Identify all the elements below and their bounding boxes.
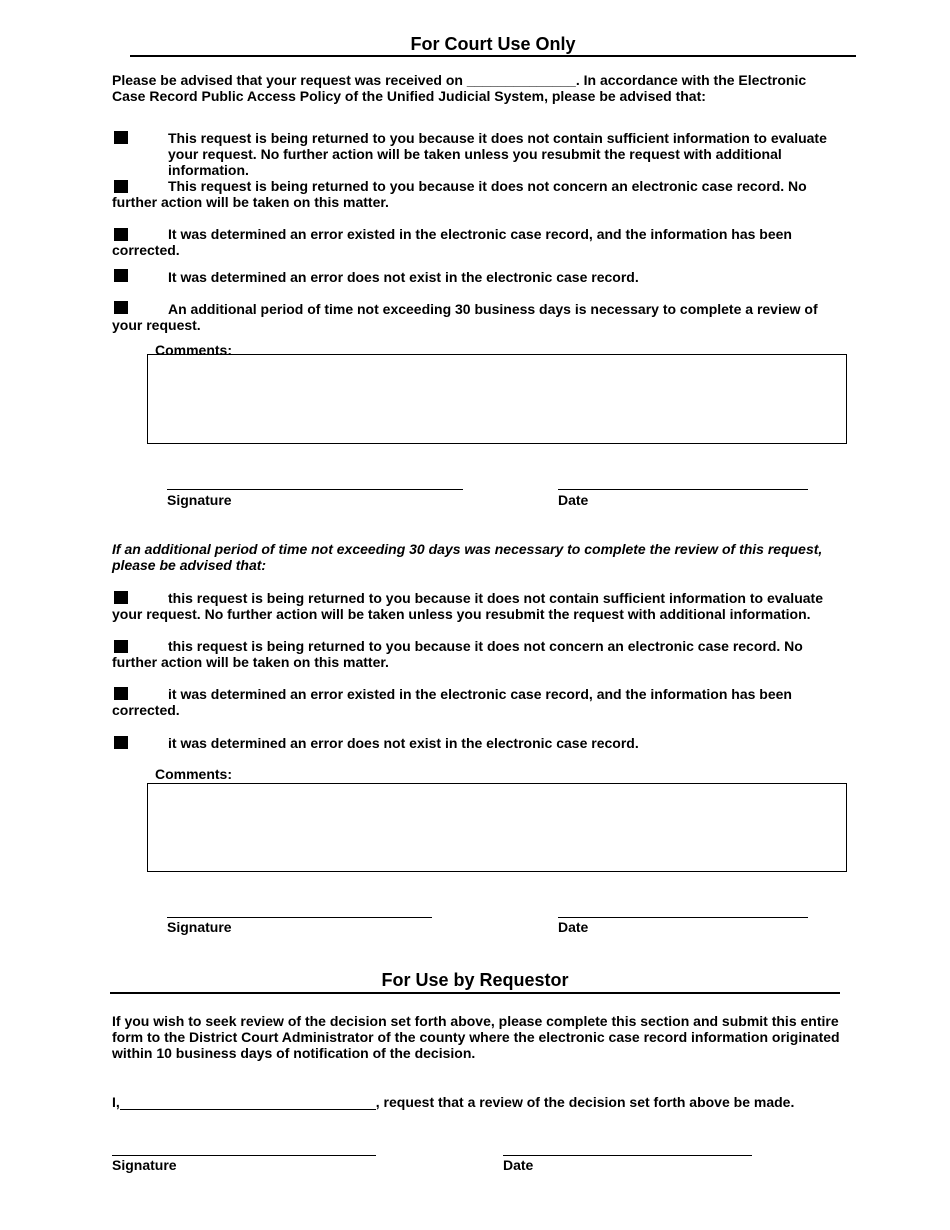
option-not-case-record-2-text: this request is being returned to you because it does not concern an electronic case record. No further action will be taken on this matter.: [112, 638, 803, 670]
option-additional-time: [112, 301, 842, 333]
comments-label-2: Comments:: [155, 766, 233, 782]
date-label-1: Date: [558, 492, 589, 508]
option-no-error: [112, 269, 842, 285]
comments-box-1[interactable]: [147, 354, 847, 444]
received-notice-before: Please be advised that your request was received on: [112, 72, 463, 88]
option-error-corrected: [112, 226, 842, 258]
requestor-title-underline: [110, 992, 840, 994]
additional-period-intro: If an additional period of time not exceeding 30 days was necessary to complete the review of this request, please be advised that:: [112, 541, 823, 573]
option-error-corrected-2: [112, 686, 842, 718]
date-label-3: Date: [503, 1157, 534, 1173]
option-no-error-text: It was determined an error does not exist in the electronic case record.: [168, 269, 639, 285]
date-line-2[interactable]: [558, 917, 808, 918]
option-not-case-record-2: [112, 638, 842, 670]
signature-line-3[interactable]: [112, 1155, 376, 1156]
date-line-1[interactable]: [558, 489, 808, 490]
comments-label-1: Comments:: [155, 342, 233, 358]
date-label-2: Date: [558, 919, 589, 935]
option-insufficient-info-2-text: this request is being returned to you because it does not contain sufficient information to evaluate your request. No further action will be taken unless you resubmit the request with additional information.: [112, 590, 823, 622]
option-additional-time-text: An additional period of time not exceeding 30 business days is necessary to complete a review of your request.: [112, 301, 818, 333]
comments-box-2[interactable]: [147, 783, 847, 872]
option-not-case-record-text: This request is being returned to you because it does not concern an electronic case record. No further action will be taken on this matter.: [112, 178, 807, 210]
requestor-name-field[interactable]: [120, 1093, 376, 1110]
option-insufficient-info: [112, 130, 832, 178]
option-error-corrected-text: It was determined an error existed in the electronic case record, and the information has been corrected.: [112, 226, 792, 258]
received-notice-after: . In accordance with the Electronic Case Record Public Access Policy of the Unified Judicial System, please be advised that:: [112, 72, 807, 104]
signature-label-1: Signature: [167, 492, 232, 508]
date-line-3[interactable]: [503, 1155, 752, 1156]
review-request-statement: [112, 1093, 842, 1110]
title-underline: [130, 55, 856, 57]
signature-label-2: Signature: [167, 919, 232, 935]
review-instructions: If you wish to seek review of the decision set forth above, please complete this section and submit this entire form to the District Court Administrator of the county where the electronic case record information originated within 10 business days of notification of the decision.: [112, 1013, 840, 1061]
signature-label-3: Signature: [112, 1157, 177, 1173]
option-no-error-2: [112, 735, 842, 751]
received-date-blank[interactable]: ______________: [466, 72, 576, 88]
signature-line-2[interactable]: [167, 917, 432, 918]
option-not-case-record: [112, 178, 842, 210]
option-no-error-2-text: it was determined an error does not exist in the electronic case record.: [168, 735, 639, 751]
court-use-title: For Court Use Only: [410, 34, 576, 54]
review-request-suffix: , request that a review of the decision set forth above be made.: [375, 1094, 795, 1110]
received-notice: [112, 72, 832, 104]
option-error-corrected-2-text: it was determined an error existed in the electronic case record, and the information has been corrected.: [112, 686, 792, 718]
option-insufficient-info-text: This request is being returned to you because it does not contain sufficient information to evaluate your request. No further action will be taken unless you resubmit the request with additional information.: [168, 130, 827, 178]
review-request-prefix: I,: [112, 1094, 120, 1110]
requestor-title: For Use by Requestor: [381, 970, 569, 990]
signature-line-1[interactable]: [167, 489, 463, 490]
option-insufficient-info-2: [112, 590, 842, 622]
